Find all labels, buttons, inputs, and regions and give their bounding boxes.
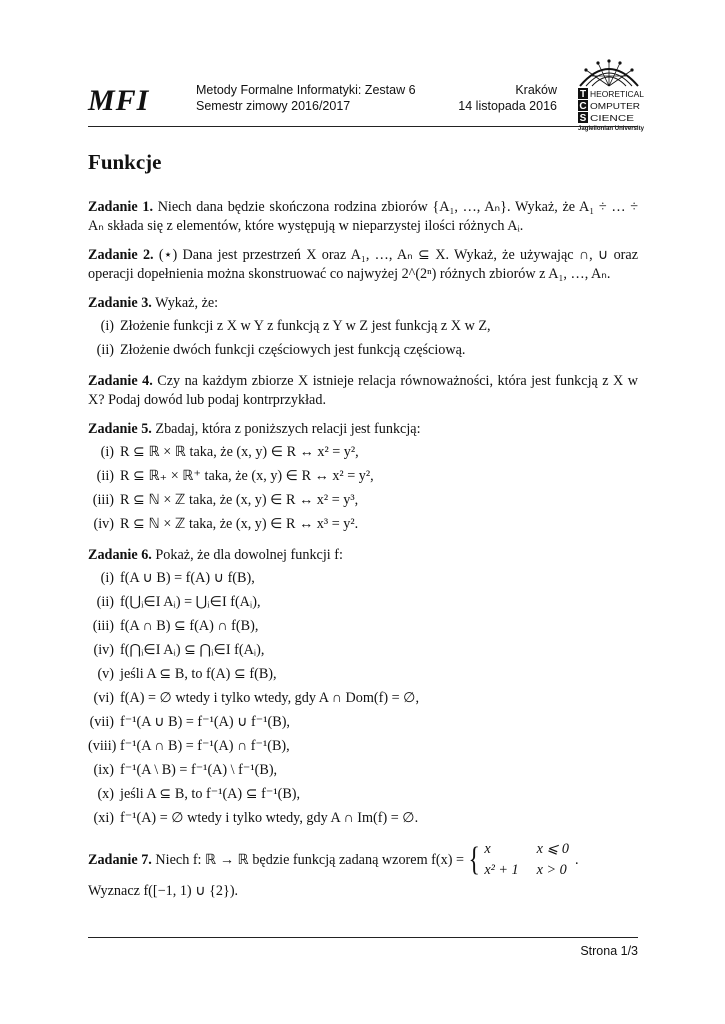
- task-text: Pokaż, że dla dowolnej funkcji f:: [155, 547, 343, 563]
- task-text: (⋆) Dana jest przestrzeń X oraz A₁, …, Aₙ ⊆ X. Wykaż, że używając ∩, ∪ oraz operacji dopełnienia można skonstruować co najwyżej 2^(2ⁿ) różnych zbiorów z A₁, …, Aₙ.: [88, 247, 639, 282]
- list-item: (i) Złożenie funkcji z X w Y z funkcją z Y w Z jest funkcją z X w Z,: [100, 318, 491, 334]
- task-text: Niech dana będzie skończona rodzina zbiorów {A₁, …, Aₙ}. Wykaż, że A₁ ÷ … ÷ Aₙ składa się z elementów, które występują w nieparzystej ilości różnych Aᵢ.: [88, 199, 638, 234]
- cases-brace: {: [468, 841, 480, 878]
- task-label: Zadanie 5.: [88, 421, 152, 437]
- course-name: Metody Formalne Informatyki: Zestaw 6: [196, 83, 416, 97]
- list-item: (iv) f(⋂ᵢ∈I Aᵢ) ⊆ ⋂ᵢ∈I f(Aᵢ),: [93, 642, 265, 658]
- task-list: [88, 198, 638, 911]
- list-item: (vi) f(A) = ∅ wtedy i tylko wtedy, gdy A ∩ Dom(f) = ∅,: [93, 690, 420, 706]
- brand-mfi: MFI: [88, 84, 150, 117]
- tcs-logo: [572, 56, 646, 132]
- list-item: (iii) f(A ∩ B) ⊆ f(A) ∩ f(B),: [92, 618, 259, 634]
- footer-rule: [88, 937, 638, 938]
- task-text: Zbadaj, która z poniższych relacji jest funkcją:: [155, 421, 421, 437]
- list-item: (ii) Złożenie dwóch funkcji częściowych jest funkcją częściową.: [96, 342, 466, 358]
- semester: Semestr zimowy 2016/2017: [196, 99, 351, 113]
- cases-period: .: [575, 851, 579, 868]
- list-item: (ii) R ⊆ ℝ₊ × ℝ⁺ taka, że (x, y) ∈ R ↔ x² = y²,: [96, 468, 374, 484]
- list-item: (v) jeśli A ⊆ B, to f(A) ⊆ f(B),: [97, 666, 277, 682]
- logo-university: Jagiellonian University: [578, 126, 645, 132]
- task-4: [88, 372, 638, 410]
- task-7-question: Wyznacz f([−1, 1) ∪ {2}).: [88, 883, 239, 899]
- task-5: [88, 420, 638, 439]
- list-item: (ix) f⁻¹(A \ B) = f⁻¹(A) \ f⁻¹(B),: [93, 762, 278, 778]
- logo-letter-s: S: [579, 113, 587, 124]
- list-item: (vii) f⁻¹(A ∪ B) = f⁻¹(A) ∪ f⁻¹(B),: [89, 714, 290, 730]
- logo-line-computer: OMPUTER: [590, 101, 640, 111]
- task-5-items: [88, 443, 638, 534]
- task-6: [88, 546, 638, 565]
- task-label: Zadanie 2.: [88, 247, 154, 263]
- task-3-items: [88, 317, 638, 360]
- logo-line-theoretical: HEORETICAL: [590, 89, 645, 99]
- list-item: (i) R ⊆ ℝ × ℝ taka, że (x, y) ∈ R ↔ x² = y²,: [100, 444, 359, 460]
- task-2: [88, 246, 638, 284]
- task-7: [88, 840, 638, 880]
- list-item: (viii) f⁻¹(A ∩ B) = f⁻¹(A) ∩ f⁻¹(B),: [88, 738, 290, 754]
- task-text: Niech f: ℝ → ℝ będzie funkcją zadaną wzorem f(x) =: [155, 851, 464, 868]
- task-1: [88, 198, 638, 236]
- city: Kraków: [515, 83, 557, 97]
- task-label: Zadanie 6.: [88, 547, 152, 563]
- task-text: Czy na każdym zbiorze X istnieje relacja równoważności, która jest funkcją z X w X? Podaj dowód lub podaj kontrprzykład.: [88, 373, 638, 408]
- list-item: (i) f(A ∪ B) = f(A) ∪ f(B),: [100, 570, 255, 586]
- logo-letter-c: C: [579, 101, 587, 112]
- logo-letter-t: T: [579, 89, 587, 100]
- task-label: Zadanie 4.: [88, 373, 153, 389]
- header-rule: [88, 126, 638, 127]
- list-item: (x) jeśli A ⊆ B, to f⁻¹(A) ⊆ f⁻¹(B),: [97, 786, 301, 802]
- list-item: (ii) f(⋃ᵢ∈I Aᵢ) = ⋃ᵢ∈I f(Aᵢ),: [96, 594, 261, 610]
- task-label: Zadanie 7.: [88, 851, 152, 868]
- task-3: [88, 294, 638, 313]
- task-text: Wykaż, że:: [155, 295, 219, 311]
- task-label: Zadanie 3.: [88, 295, 152, 311]
- list-item: (xi) f⁻¹(A) = ∅ wtedy i tylko wtedy, gdy A ∩ Im(f) = ∅.: [93, 810, 419, 826]
- header-course-info: [196, 82, 416, 114]
- logo-line-science: CIENCE: [590, 113, 635, 123]
- page-title: Funkcje: [88, 150, 162, 174]
- task-6-items: [88, 569, 638, 828]
- piecewise-cases: x x ⩽ 0 x² + 1 x > 0: [484, 841, 569, 878]
- date: 14 listopada 2016: [458, 99, 557, 113]
- task-label: Zadanie 1.: [88, 199, 153, 215]
- header-place-date: [458, 82, 557, 114]
- list-item: (iii) R ⊆ ℕ × ℤ taka, że (x, y) ∈ R ↔ x² = y³,: [92, 492, 359, 508]
- page-number: Strona 1/3: [580, 944, 638, 958]
- list-item: (iv) R ⊆ ℕ × ℤ taka, że (x, y) ∈ R ↔ x³ = y².: [93, 516, 359, 532]
